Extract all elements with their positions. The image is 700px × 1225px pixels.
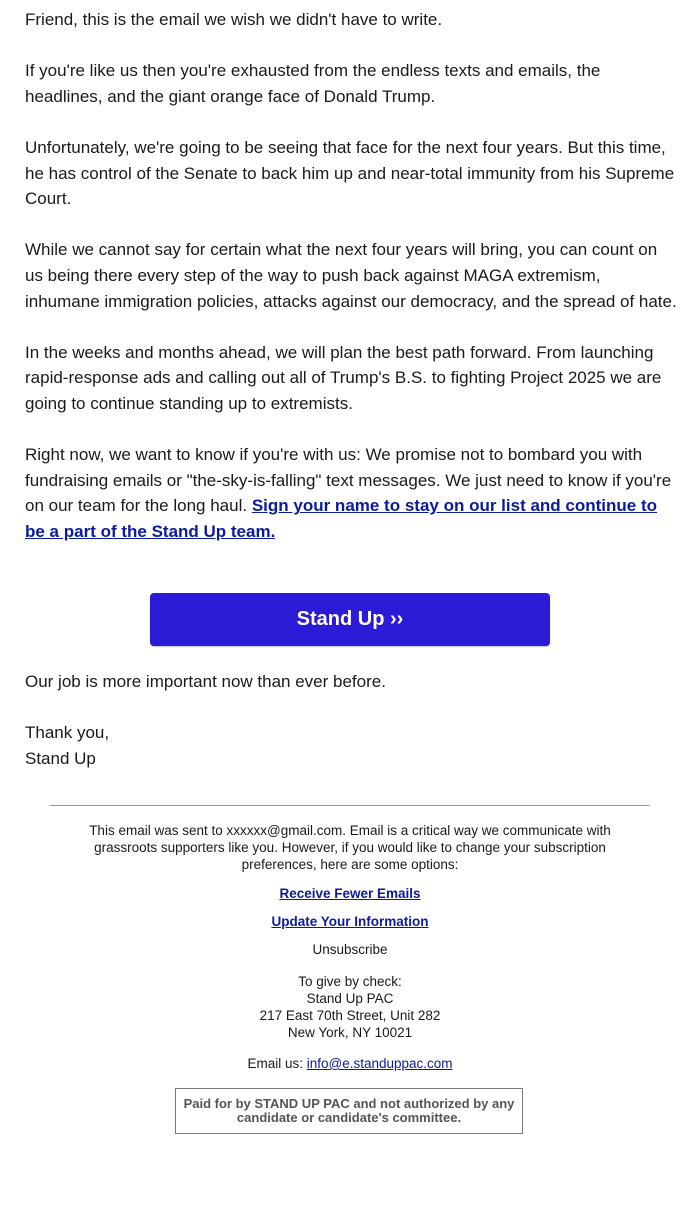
email-footer [60,822,640,1072]
body-paragraph: If you're like us then you're exhausted from the endless texts and emails, the headlines, and the giant orange face of Donald Trump. [25,61,601,106]
street-address: 217 East 70th Street, Unit 282 [259,1008,441,1023]
sign-name-link[interactable]: Sign your name to stay on our list and continue to be a part of the Stand Up team. [25,496,658,541]
city-state-zip: New York, NY 10021 [287,1025,413,1040]
contact-email-link[interactable]: info@e.standuppac.com [306,1056,453,1071]
contact-email [60,1055,640,1072]
body-paragraph: While we cannot say for certain what the next four years will bring, you can count on us being there every step of the way to push back against MAGA extremism, inhumane immigration policies, attacks against our democracy, and the spread of hate. [25,240,677,311]
ask-text: Right now, we want to know if you're with us: We promise not to bombard you with fundraising emails or "the-sky-is-falling" text messages. We just need to know if you're on our team for the long haul. [25,445,672,516]
paid-for-disclaimer: Paid for by STAND UP PAC and not authorized by any candidate or candidate's committee. [175,1088,523,1134]
body-paragraph: Unfortunately, we're going to be seeing that face for the next four years. But this time, he has control of the Senate to back him up and near-total immunity from his Supreme Court. [25,137,675,209]
mailing-address [60,973,640,1041]
signoff-thanks: Thank you, [25,723,110,743]
cta-container [150,593,550,646]
signoff [25,720,677,771]
update-information-link[interactable]: Update Your Information [271,914,429,929]
closing-line: Our job is more important now than ever before. [25,672,386,691]
greeting-paragraph: Friend, this is the email we wish we didn't have to write. [25,10,443,29]
footer-divider [50,805,650,806]
check-heading: To give by check: [298,974,402,989]
stand-up-button[interactable]: Stand Up ›› [150,593,550,646]
email-closing [25,669,677,797]
signoff-sender: Stand Up [25,748,96,768]
email-body [25,7,677,570]
org-name: Stand Up PAC [306,991,394,1006]
unsubscribe-link[interactable]: Unsubscribe [312,942,388,957]
body-paragraph: In the weeks and months ahead, we will plan the best path forward. From launching rapid-response ads and calling out all of Trump's B.S. to fighting Project 2025 we are going to continue standing up to extremists. [25,342,662,413]
email-label: Email us: [247,1056,307,1071]
subscription-notice: This email was sent to xxxxxx@gmail.com. Email is a critical way we communicate with grassroots supporters like you. However, if you would like to change your subscription preferences, here are some options: [89,823,611,872]
receive-fewer-emails-link[interactable]: Receive Fewer Emails [279,886,421,901]
ask-paragraph [25,442,677,544]
